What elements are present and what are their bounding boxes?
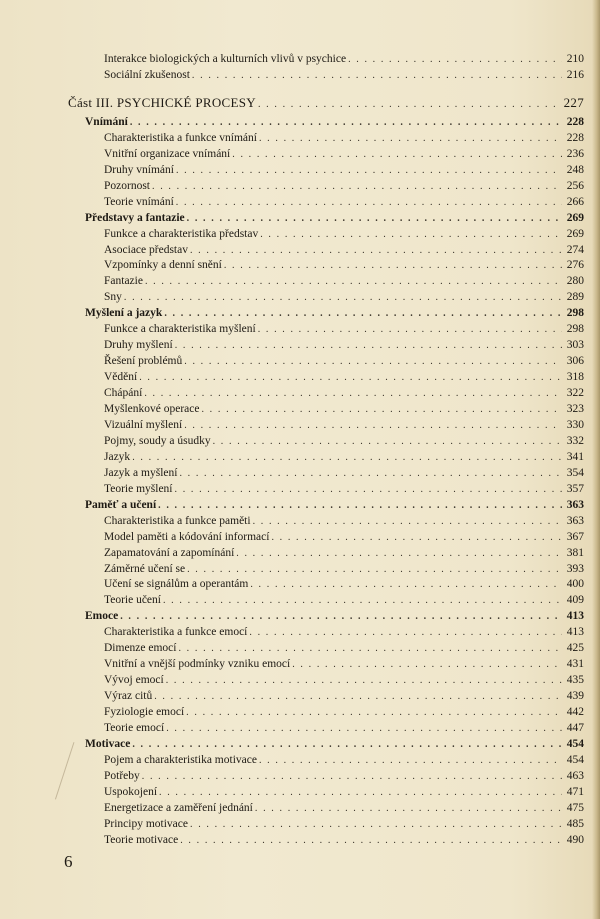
toc-entry-title: Vnímání bbox=[85, 115, 128, 128]
toc-leader-dots bbox=[159, 786, 562, 800]
toc-subsection-entry bbox=[104, 689, 584, 704]
toc-subsection-entry bbox=[104, 370, 584, 385]
toc-entry-page: 357 bbox=[566, 482, 584, 495]
toc-entry-title: Vizuální myšlení bbox=[104, 418, 183, 431]
toc-entry-page: 332 bbox=[566, 434, 584, 447]
toc-entry-page: 425 bbox=[566, 642, 584, 655]
toc-subsection-entry bbox=[104, 785, 584, 800]
toc-subsection-entry bbox=[104, 673, 584, 688]
toc-leader-dots bbox=[175, 483, 563, 497]
toc-subsection-entry bbox=[104, 179, 584, 194]
toc-entry-title: Druhy vnímání bbox=[104, 163, 174, 176]
toc-entry-page: 431 bbox=[566, 658, 584, 671]
toc-entry-page: 442 bbox=[566, 706, 584, 719]
toc-subsection-entry bbox=[104, 68, 584, 83]
toc-entry-title: Asociace představ bbox=[104, 243, 188, 256]
toc-leader-dots bbox=[120, 610, 562, 624]
toc-entry-title: Energetizace a zaměření jednání bbox=[104, 801, 253, 814]
toc-entry-page: 210 bbox=[566, 53, 584, 65]
toc-entry-page: 454 bbox=[566, 753, 584, 766]
toc-leader-dots bbox=[292, 658, 562, 672]
toc-subsection-entry bbox=[104, 402, 584, 417]
toc-leader-dots bbox=[190, 818, 562, 832]
toc-leader-dots bbox=[152, 180, 562, 194]
toc-entry-page: 266 bbox=[566, 195, 584, 208]
toc-entry-title: Fyziologie emocí bbox=[104, 706, 185, 719]
toc-subsection-entry bbox=[104, 466, 584, 481]
toc-entry-title: Výraz citů bbox=[104, 690, 153, 703]
toc-leader-dots bbox=[144, 387, 562, 401]
toc-part-entry bbox=[68, 96, 584, 112]
toc-entry-title: Vnitřní a vnější podmínky vzniku emocí bbox=[104, 658, 291, 671]
toc-leader-dots bbox=[132, 738, 562, 752]
toc-subsection-entry bbox=[104, 418, 584, 433]
toc-leader-dots bbox=[139, 371, 562, 385]
toc-leader-dots bbox=[163, 594, 562, 608]
toc-entry-title: Pojmy, soudy a úsudky bbox=[104, 434, 211, 447]
toc-leader-dots bbox=[249, 626, 562, 640]
toc-leader-dots bbox=[130, 116, 562, 130]
toc-leader-dots bbox=[180, 834, 562, 848]
toc-leader-dots bbox=[158, 499, 562, 513]
toc-entry-title: Vnitřní organizace vnímání bbox=[104, 147, 231, 160]
toc-subsection-entry bbox=[104, 274, 584, 289]
toc-leader-dots bbox=[190, 244, 562, 258]
toc-entry-title: Funkce a charakteristika představ bbox=[104, 227, 259, 240]
toc-entry-page: 303 bbox=[566, 339, 584, 352]
toc-entry-page: 475 bbox=[566, 801, 584, 814]
toc-entry-page: 330 bbox=[566, 418, 584, 431]
toc-leader-dots bbox=[271, 531, 562, 545]
toc-leader-dots bbox=[132, 451, 562, 465]
toc-leader-dots bbox=[176, 164, 562, 178]
toc-leader-dots bbox=[175, 339, 562, 353]
toc-entry-title: Fantazie bbox=[104, 275, 143, 288]
toc-section-entry bbox=[85, 115, 584, 130]
toc-subsection-entry bbox=[104, 354, 584, 369]
toc-subsection-entry bbox=[104, 593, 584, 608]
toc-leader-dots bbox=[232, 148, 562, 162]
toc-subsection-entry bbox=[104, 322, 584, 337]
toc-leader-dots bbox=[154, 690, 562, 704]
toc-leader-dots bbox=[179, 467, 562, 481]
toc-leader-dots bbox=[259, 132, 562, 146]
toc-entry-page: 363 bbox=[566, 514, 584, 527]
toc-subsection-entry bbox=[104, 721, 584, 736]
toc-entry-page: 354 bbox=[566, 466, 584, 479]
toc-entry-page: 276 bbox=[566, 259, 584, 272]
toc-leader-dots bbox=[348, 53, 562, 67]
toc-entry-page: 306 bbox=[566, 355, 584, 368]
toc-entry-page: 381 bbox=[566, 546, 584, 559]
toc-entry-page: 454 bbox=[566, 737, 584, 750]
toc-entry-title: Teorie emocí bbox=[104, 722, 165, 734]
toc-leader-dots bbox=[142, 770, 562, 784]
toc-leader-dots bbox=[166, 674, 562, 688]
toc-subsection-entry bbox=[104, 769, 584, 784]
toc-subsection-entry bbox=[104, 52, 584, 67]
toc-leader-dots bbox=[259, 754, 562, 768]
toc-subsection-entry bbox=[104, 530, 584, 545]
toc-subsection-entry bbox=[104, 833, 584, 848]
toc-subsection-entry bbox=[104, 562, 584, 577]
toc-subsection-entry bbox=[104, 625, 584, 640]
toc-leader-dots bbox=[260, 228, 562, 242]
toc-entry-title: Sny bbox=[104, 291, 122, 304]
toc-entry-title: Část III. PSYCHICKÉ PROCESY bbox=[68, 94, 256, 110]
toc-leader-dots bbox=[258, 323, 562, 337]
toc-subsection-entry bbox=[104, 386, 584, 401]
toc-entry-title: Vědění bbox=[104, 371, 138, 384]
toc-leader-dots bbox=[236, 547, 562, 561]
toc-subsection-entry bbox=[104, 482, 584, 497]
toc-leader-dots bbox=[145, 275, 562, 289]
toc-leader-dots bbox=[184, 355, 562, 369]
toc-entry-title: Pozornost bbox=[104, 179, 150, 192]
toc-section-entry bbox=[85, 211, 584, 226]
toc-entry-title: Učení se signálům a operantám bbox=[104, 578, 249, 591]
toc-leader-dots bbox=[187, 563, 562, 577]
toc-entry-title: Uspokojení bbox=[104, 785, 158, 798]
toc-entry-title: Vzpomínky a denní snění bbox=[104, 259, 222, 272]
toc-entry-title: Zapamatování a zapomínání bbox=[104, 546, 235, 559]
toc-entry-page: 289 bbox=[566, 291, 584, 304]
toc-entry-page: 439 bbox=[566, 690, 584, 703]
toc-entry-page: 485 bbox=[566, 817, 584, 830]
toc-leader-dots bbox=[201, 403, 562, 417]
toc-entry-title: Dimenze emocí bbox=[104, 642, 177, 655]
toc-entry-title: Pojem a charakteristika motivace bbox=[104, 753, 257, 766]
toc-entry-title: Motivace bbox=[85, 737, 131, 750]
toc-subsection-entry bbox=[104, 227, 584, 242]
toc-entry-page: 413 bbox=[566, 610, 584, 623]
toc-entry-title: Teorie učení bbox=[104, 594, 161, 607]
toc-entry-page: 322 bbox=[566, 387, 584, 400]
toc-entry-page: 413 bbox=[566, 626, 584, 639]
toc-subsection-entry bbox=[104, 131, 584, 146]
toc-entry-title: Představy a fantazie bbox=[85, 211, 185, 224]
toc-entry-title: Vývoj emocí bbox=[104, 674, 164, 687]
toc-leader-dots bbox=[192, 69, 562, 83]
toc-leader-dots bbox=[176, 196, 562, 210]
toc-entry-page: 256 bbox=[566, 179, 584, 192]
toc-subsection-entry bbox=[104, 338, 584, 353]
toc-entry-title: Jazyk a myšlení bbox=[104, 466, 178, 479]
toc-entry-title: Záměrné učení se bbox=[104, 562, 186, 575]
toc-entry-title: Principy motivace bbox=[104, 817, 188, 830]
toc-leader-dots bbox=[164, 307, 562, 321]
toc-leader-dots bbox=[258, 98, 562, 112]
toc-entry-page: 298 bbox=[566, 323, 584, 336]
toc-subsection-entry bbox=[104, 817, 584, 832]
toc-entry-title: Paměť a učení bbox=[85, 498, 157, 511]
toc-section-entry bbox=[85, 306, 584, 321]
toc-entry-page: 269 bbox=[566, 211, 584, 224]
toc-entry-page: 409 bbox=[566, 594, 584, 607]
toc-entry-page: 228 bbox=[566, 115, 584, 128]
toc-subsection-entry bbox=[104, 577, 584, 592]
toc-entry-page: 393 bbox=[566, 562, 584, 575]
toc-entry-title: Sociální zkušenost bbox=[104, 68, 190, 81]
toc-entry-page: 363 bbox=[566, 498, 584, 511]
toc-entry-page: 280 bbox=[566, 275, 584, 288]
toc-subsection-entry bbox=[104, 753, 584, 768]
toc-entry-title: Model paměti a kódování informací bbox=[104, 530, 270, 543]
toc-leader-dots bbox=[166, 722, 562, 736]
toc-entry-page: 341 bbox=[566, 450, 584, 463]
toc-section-entry bbox=[85, 498, 584, 513]
toc-entry-title: Chápání bbox=[104, 387, 143, 400]
toc-entry-title: Teorie motivace bbox=[104, 833, 179, 846]
toc-subsection-entry bbox=[104, 514, 584, 529]
toc-entry-title: Teorie myšlení bbox=[104, 482, 173, 495]
toc-entry-title: Jazyk bbox=[104, 450, 131, 463]
toc-entry-page: 248 bbox=[566, 163, 584, 176]
toc-subsection-entry bbox=[104, 657, 584, 672]
toc-entry-title: Charakteristika a funkce emocí bbox=[104, 626, 248, 639]
toc-entry-page: 269 bbox=[566, 227, 584, 240]
toc-leader-dots bbox=[213, 435, 562, 449]
toc-entry-page: 471 bbox=[566, 785, 584, 798]
toc-leader-dots bbox=[184, 419, 562, 433]
toc-entry-page: 236 bbox=[566, 147, 584, 160]
toc-entry-title: Interakce biologických a kulturních vlivů v psychice bbox=[104, 53, 347, 65]
toc-entry-title: Potřeby bbox=[104, 769, 140, 782]
toc-subsection-entry bbox=[104, 450, 584, 465]
toc-entry-page: 216 bbox=[566, 68, 584, 81]
toc-entry-title: Myšlenkové operace bbox=[104, 403, 200, 415]
toc-entry-page: 227 bbox=[563, 94, 584, 110]
toc-entry-title: Teorie vnímání bbox=[104, 195, 174, 208]
toc-subsection-entry bbox=[104, 147, 584, 162]
toc-leader-dots bbox=[250, 578, 562, 592]
toc-subsection-entry bbox=[104, 195, 584, 210]
toc-entry-page: 400 bbox=[566, 578, 584, 591]
toc-subsection-entry bbox=[104, 163, 584, 178]
toc-leader-dots bbox=[178, 642, 562, 656]
toc-leader-dots bbox=[187, 212, 562, 226]
toc-subsection-entry bbox=[104, 641, 584, 656]
toc-leader-dots bbox=[255, 802, 562, 816]
toc-entry-page: 228 bbox=[566, 131, 584, 144]
toc-entry-title: Charakteristika a funkce vnímání bbox=[104, 131, 257, 144]
toc-entry-title: Emoce bbox=[85, 610, 119, 623]
toc-entry-page: 367 bbox=[566, 530, 584, 543]
toc-entry-title: Řešení problémů bbox=[104, 355, 183, 368]
toc-section-entry bbox=[85, 609, 584, 624]
toc-entry-page: 463 bbox=[566, 769, 584, 782]
toc-leader-dots bbox=[224, 259, 562, 273]
toc-subsection-entry bbox=[104, 801, 584, 816]
toc-entry-page: 298 bbox=[566, 307, 584, 320]
toc-entry-page: 323 bbox=[566, 403, 584, 415]
toc-entry-page: 435 bbox=[566, 674, 584, 687]
toc-subsection-entry bbox=[104, 243, 584, 258]
toc-entry-title: Charakteristika a funkce paměti bbox=[104, 514, 251, 527]
page-edge-shadow bbox=[592, 0, 600, 919]
toc-entry-page: 318 bbox=[566, 371, 584, 384]
toc-entry-page: 490 bbox=[566, 833, 584, 846]
toc-section-entry bbox=[85, 737, 584, 752]
page-number: 6 bbox=[64, 852, 73, 871]
toc-entry-title: Druhy myšlení bbox=[104, 339, 173, 352]
toc-entry-page: 274 bbox=[566, 243, 584, 256]
toc-entry-page: 447 bbox=[566, 722, 584, 734]
toc-leader-dots bbox=[253, 515, 562, 529]
toc-leader-dots bbox=[124, 291, 562, 305]
toc-subsection-entry bbox=[104, 290, 584, 305]
toc-leader-dots bbox=[186, 706, 562, 720]
paper-scuff-mark bbox=[55, 742, 82, 802]
toc-entry-title: Funkce a charakteristika myšlení bbox=[104, 323, 256, 336]
toc-subsection-entry bbox=[104, 546, 584, 561]
toc-subsection-entry bbox=[104, 434, 584, 449]
toc-subsection-entry bbox=[104, 258, 584, 273]
toc-subsection-entry bbox=[104, 705, 584, 720]
toc-entry-title: Myšlení a jazyk bbox=[85, 307, 163, 320]
